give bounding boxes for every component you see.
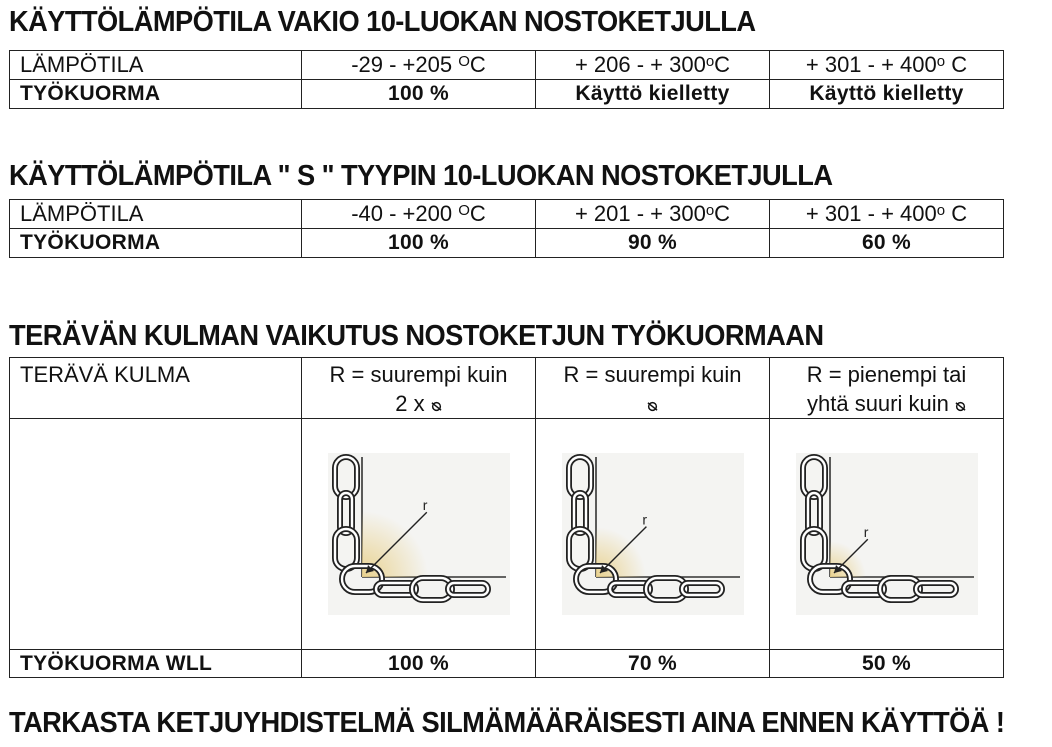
load-value-1: 100 % [302,80,536,109]
sharp-edge-header-row [10,358,1004,419]
standard-temperature-table [9,50,1004,109]
chain-over-edge-diagram [792,449,982,619]
working-load-wll-row [10,650,1004,678]
s-type-temperature-table [9,199,1004,258]
temp-range-3: + 301 - + $400^o$ C [770,200,1004,229]
diagram-cell-3 [770,419,1004,650]
condition-2: R = suurempi kuin [536,358,770,419]
temperature-label: LÄMPÖTILA [10,51,302,80]
load-value-2: 90 % [536,229,770,258]
footer-warning: TARKASTA KETJUYHDISTELMÄ SILMÄMÄÄRÄISESTI AINA ENNEN KÄYTTÖÄ ! [9,707,1005,739]
working-load-label: TYÖKUORMA [10,229,302,258]
wll-value-2: 70 % [536,650,770,678]
working-load-label: TYÖKUORMA [10,80,302,109]
temp-range-3: + 301 - + $400^o$ C [770,51,1004,80]
sharp-edge-label: TERÄVÄ KULMA [10,358,302,419]
condition-3: R = pienempi tai yhtä suuri kuin [770,358,1004,419]
radius-label: r [641,511,647,528]
temperature-row [10,200,1004,229]
temperature-row [10,51,1004,80]
condition-1: R = suurempi kuin 2 x [302,358,536,419]
diagram-cell-2 [536,419,770,650]
wll-value-3: 50 % [770,650,1004,678]
section2-title: KÄYTTÖLÄMPÖTILA " S " TYYPIN 10-LUOKAN NOSTOKETJULLA [9,160,833,192]
section3-title: TERÄVÄN KULMAN VAIKUTUS NOSTOKETJUN TYÖKUORMAAN [9,320,824,352]
radius-label: r [422,497,427,514]
diameter-symbol-icon [955,401,966,412]
sharp-edge-table [9,357,1004,678]
working-load-row [10,229,1004,258]
working-load-wll-label: TYÖKUORMA WLL [10,650,302,678]
temp-range-1: -29 - +205 $^O$C [302,51,536,80]
working-load-row [10,80,1004,109]
diameter-symbol-icon [647,401,658,412]
diameter-symbol-icon [431,401,442,412]
section1-title: KÄYTTÖLÄMPÖTILA VAKIO 10-LUOKAN NOSTOKETJULLA [9,6,756,38]
temp-range-2: + 201 - + $300^oC$ [536,200,770,229]
load-value-3: 60 % [770,229,1004,258]
temperature-label: LÄMPÖTILA [10,200,302,229]
load-value-3: Käyttö kielletty [770,80,1004,109]
empty-cell [10,419,302,650]
chain-over-edge-diagram [324,449,514,619]
load-value-1: 100 % [302,229,536,258]
wll-value-1: 100 % [302,650,536,678]
temp-range-2: + 206 - + $300^oC$ [536,51,770,80]
diagram-cell-1 [302,419,536,650]
temp-range-1: -40 - +200 $^O$C [302,200,536,229]
chain-over-edge-diagram [558,449,748,619]
radius-label: r [863,524,868,541]
diagram-row [10,419,1004,650]
load-value-2: Käyttö kielletty [536,80,770,109]
